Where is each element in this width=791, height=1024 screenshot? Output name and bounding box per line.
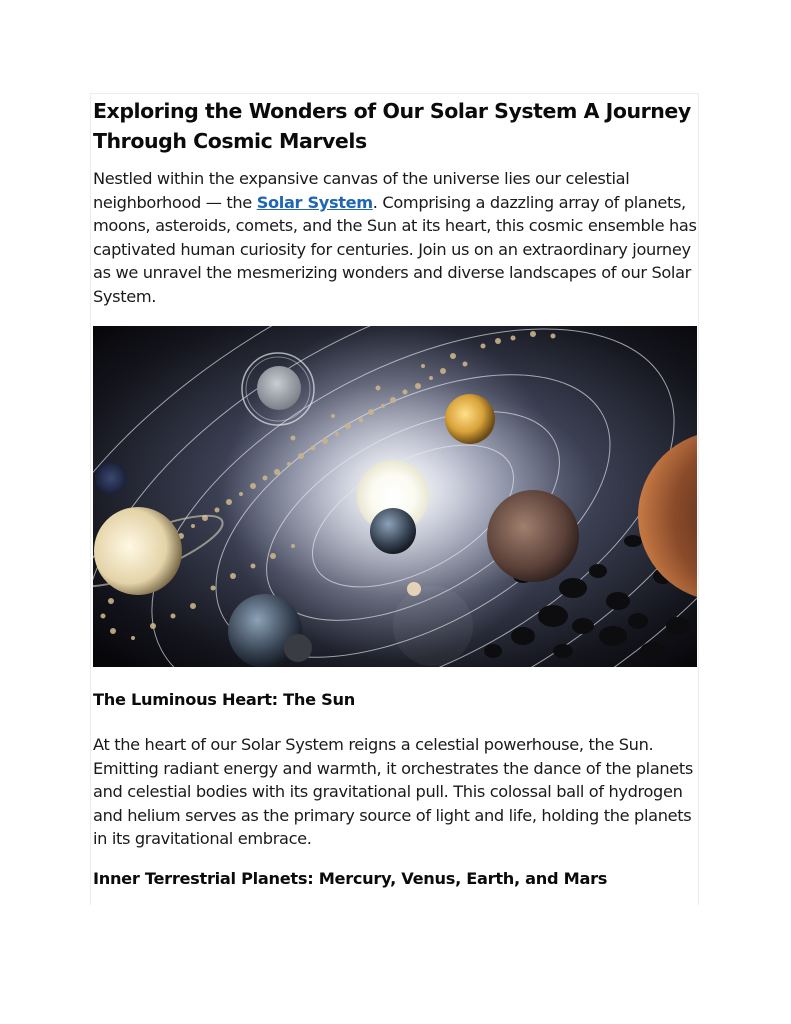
section-body-sun: At the heart of our Solar System reigns a celestial powerhouse, the Sun. Emitting radiant energy and warmth, it orchestrates the dance of the planets and celestial bodies with its gravitational pull. This colossal ball of hydrogen and helium serves as the primary source of light and life, holding the planets in its gravitational embrace. (93, 735, 694, 849)
hero-image (93, 326, 697, 667)
article-title: Exploring the Wonders of Our Solar System A Journey Through Cosmic Marvels (93, 99, 691, 153)
intro-text-before: Nestled within the expansive canvas of the universe lies our celestial neighborhood — the (93, 169, 630, 212)
section-heading-inner-planets: Inner Terrestrial Planets: Mercury, Venus, Earth, and Mars (93, 869, 608, 888)
section-heading-sun: The Luminous Heart: The Sun (93, 690, 355, 709)
solar-system-illustration (93, 326, 697, 667)
intro-paragraph (93, 167, 697, 309)
intro-text-after: . Comprising a dazzling array of planets, moons, asteroids, comets, and the Sun at its heart, this cosmic ensemble has captivated human curiosity for centuries. Join us on an extraordinary journey as we unravel the mesmerizing wonders and diverse landscapes of our Solar System. (93, 192, 697, 306)
solar-system-link[interactable]: Solar System (256, 192, 373, 212)
